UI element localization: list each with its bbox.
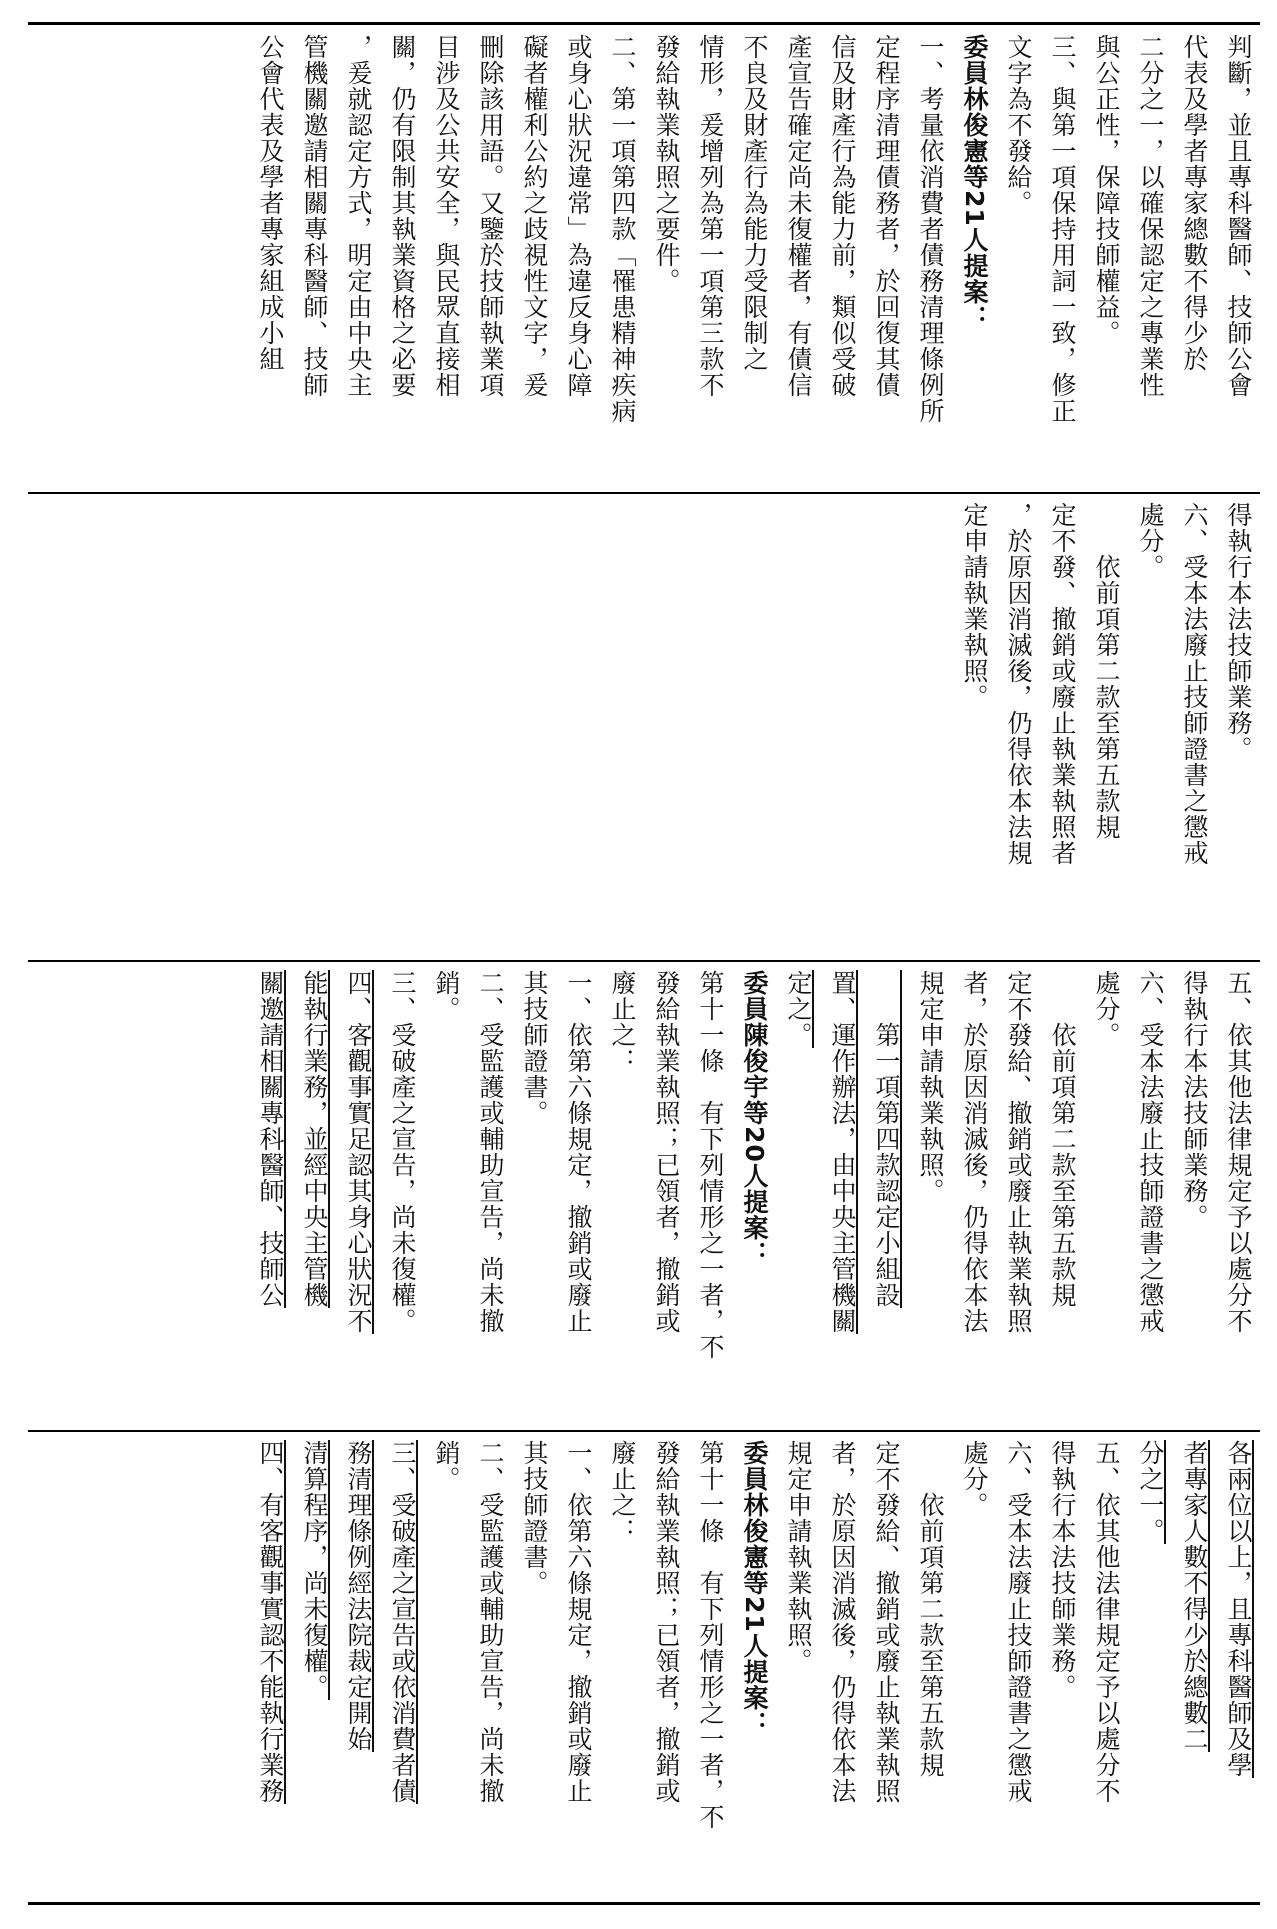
text-line: 分之一。 [1136,1440,1165,1544]
column-divider [28,492,1260,494]
text-line: 四、客觀事實足認其身心狀況不 [344,970,373,1334]
text-line: 者，於原因消滅後，仍得依本法 [828,1440,857,1804]
text-line: 能執行業務，並經中央主管機 [300,970,329,1308]
text-line: 廢止之： [608,970,637,1074]
text-line: 清算程序，尚未復權。 [300,1440,329,1700]
bottom-rule [28,1902,1260,1905]
text-line: 二、受監護或輔助宣告，尚未撤 [476,970,505,1334]
top-rule [28,22,1260,25]
text-line: 五、依其他法律規定予以處分不 [1224,970,1253,1334]
text-line: 關，仍有限制其執業資格之必要 [388,34,417,398]
text-line: 定不發給、撤銷或廢止執業執照 [872,1440,901,1804]
text-line: ，爰就認定方式，明定由中央主 [344,34,373,398]
text-line: 六、受本法廢止技師證書之懲戒 [1004,1440,1033,1804]
text-line: 三、受破產之宣告，尚未復權。 [388,970,417,1334]
text-line: 一、考量依消費者債務清理條例所 [916,34,945,424]
text-line: 一、依第六條規定，撤銷或廢止 [564,1440,593,1804]
text-line: 六、受本法廢止技師證書之懲戒 [1136,970,1165,1334]
text-line: 得執行本法技師業務。 [1048,1440,1077,1700]
text-line: 各兩位以上，且專科醫師及學 [1224,1440,1253,1778]
text-line: 定不發給、撤銷或廢止執業執照 [1004,970,1033,1334]
text-column-4 [30,1440,1260,1895]
text-line: 務清理條例經法院裁定開始 [344,1440,373,1752]
text-column-1 [30,34,1260,484]
text-line: 管機關邀請相關專科醫師、技師 [300,34,329,398]
text-line: 第十一條 有下列情形之一者，不 [696,970,725,1360]
proposal-heading: 委員林俊憲等21人提案： [960,34,989,331]
text-line: 定不發、撤銷或廢止執業執照者 [1048,502,1077,866]
text-line: 得執行本法技師業務。 [1180,970,1209,1230]
text-line: 四、有客觀事實認不能執行業務 [256,1440,285,1804]
text-column-3 [30,970,1260,1422]
text-line: 者，於原因消滅後，仍得依本法 [960,970,989,1334]
proposal-heading: 委員林俊憲等21人提案： [740,1440,769,1737]
text-line: 三、受破產之宣告或依消費者債 [388,1440,417,1804]
text-line: 處分。 [960,1440,989,1518]
text-line: 判斷，並且專科醫師、技師公會 [1224,34,1253,398]
text-line: 發給執業執照之要件。 [652,34,681,294]
text-line: 其技師證書。 [520,970,549,1126]
text-line: 產宣告確定尚未復權者，有債信 [784,34,813,398]
text-line: ，於原因消滅後，仍得依本法規 [1004,502,1033,866]
text-line: 信及財產行為能力前，類似受破 [828,34,857,398]
text-line: 依前項第二款至第五款規 [1048,970,1077,1308]
text-line: 三、與第一項保持用詞一致，修正 [1048,34,1077,424]
text-line: 或身心狀況違常」為違反身心障 [564,34,593,398]
text-line: 廢止之： [608,1440,637,1544]
text-line: 目涉及公共安全，與民眾直接相 [432,34,461,398]
proposal-heading: 委員陳俊宇等20人提案： [740,970,769,1267]
text-line: 銷。 [432,970,461,1022]
text-line: 文字為不發給。 [1004,34,1033,216]
text-line: 關邀請相關專科醫師、技師公 [256,970,285,1308]
text-line: 代表及學者專家總數不得少於 [1180,34,1209,372]
text-line: 處分。 [1136,502,1165,580]
text-line: 置、運作辦法，由中央主管機關 [828,970,857,1334]
text-line: 二分之一，以確保認定之專業性 [1136,34,1165,398]
column-divider [28,960,1260,962]
text-line: 依前項第二款至第五款規 [916,1440,945,1778]
text-line: 處分。 [1092,970,1121,1048]
text-line: 不良及財產行為能力受限制之 [740,34,769,372]
text-line: 刪除該用語。又鑒於技師執業項 [476,34,505,398]
text-line: 第十一條 有下列情形之一者，不 [696,1440,725,1830]
text-line: 情形，爰增列為第一項第三款不 [696,34,725,398]
text-line: 得執行本法技師業務。 [1224,502,1253,762]
text-column-2 [30,502,1260,952]
column-divider [28,1430,1260,1432]
text-line: 銷。 [432,1440,461,1492]
text-line: 依前項第二款至第五款規 [1092,502,1121,840]
text-line: 定之。 [784,970,813,1048]
text-line: 五、依其他法律規定予以處分不 [1092,1440,1121,1804]
text-line: 礙者權利公約之歧視性文字，爰 [520,34,549,398]
text-line: 六、受本法廢止技師證書之懲戒 [1180,502,1209,866]
text-line: 規定申請執業執照。 [916,970,945,1204]
text-line: 二、受監護或輔助宣告，尚未撤 [476,1440,505,1804]
text-line: 規定申請執業執照。 [784,1440,813,1674]
text-line: 與公正性，保障技師權益。 [1092,34,1121,346]
text-line: 公會代表及學者專家組成小組 [256,34,285,372]
text-line: 者專家人數不得少於總數二 [1180,1440,1209,1752]
text-line: 一、依第六條規定，撤銷或廢止 [564,970,593,1334]
text-line: 定申請執業執照。 [960,502,989,710]
text-line: 其技師證書。 [520,1440,549,1596]
text-line: 二、第一項第四款「罹患精神疾病 [608,34,637,424]
text-line: 發給執業執照；已領者，撤銷或 [652,1440,681,1804]
text-line: 發給執業執照；已領者，撤銷或 [652,970,681,1334]
text-line: 第一項第四款認定小組設 [872,970,901,1308]
text-line: 定程序清理債務者，於回復其債 [872,34,901,398]
